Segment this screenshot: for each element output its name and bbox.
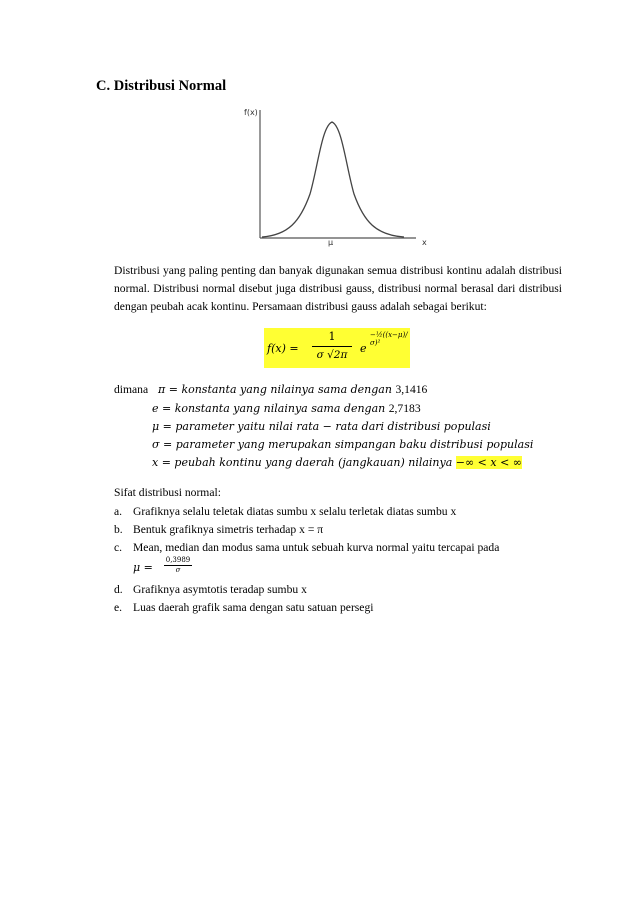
mu-label: μ [328,238,334,247]
definition-mu [152,420,491,433]
property-text: Grafiknya asymtotis teradap sumbu x [133,583,307,596]
properties-title: Sifat distribusi normal: [114,486,221,499]
y-axis-label: f(x) [244,108,258,117]
definition-x [152,456,522,469]
definition-text: σ = parameter yang merupakan simpangan baku distribusi populasi [152,438,534,451]
normal-curve-figure [238,104,438,254]
formula-numerator: 1 [328,330,336,343]
normal-curve-svg [238,104,438,254]
intro-paragraph: Distribusi yang paling penting dan banyak digunakan semua distribusi kontinu adalah distribusi normal. Distribusi normal disebut juga distribusi gauss, distribusi normal berasal dari distribusi dengan peubah acak kontinu. Persamaan distribusi gauss adalah sebagai berikut: [114,264,562,313]
formula-fraction [312,330,352,361]
property-c-denominator: σ [175,566,181,574]
property-letter: e. [114,601,123,614]
property-text: Mean, median dan modus sama untuk sebuah kurva normal yaitu tercapai pada [133,541,500,554]
definition-sigma [152,438,533,451]
where-label: dimana [114,383,149,396]
bell-curve [262,122,404,237]
definition-text: x = peubah kontinu yang daerah (jangkauan) nilainya [152,456,456,469]
definition-value: 3,1416 [395,383,428,396]
property-c [114,541,562,581]
property-letter: b. [114,523,123,536]
property-letter: c. [114,541,123,554]
definition-highlight: −∞ < x < ∞ [455,456,522,469]
definition-text: π = konstanta yang nilainya sama dengan [158,383,396,396]
property-c-numerator: 0,3989 [165,556,191,564]
definition-e [152,402,421,415]
definition-pi [158,383,427,396]
section-heading: C. Distribusi Normal [96,78,227,94]
property-letter: d. [114,583,123,596]
property-letter: a. [114,505,123,518]
x-axis-label: x [422,238,427,247]
fraction-bar [312,346,352,347]
gauss-formula [264,328,410,368]
property-text: Luas daerah grafik sama dengan satu satuan persegi [133,601,374,614]
definition-text: μ = parameter yaitu nilai rata − rata dari distribusi populasi [152,420,491,433]
property-text: Grafiknya selalu teletak diatas sumbu x selalu terletak diatas sumbu x [133,505,457,518]
property-text: Bentuk grafiknya simetris terhadap x = π [133,523,324,536]
property-c-formula-fraction [164,556,192,574]
formula-base: e [360,342,367,355]
formula-lhs: f(x) = [267,342,299,355]
formula-denominator: σ √2π [316,349,348,361]
property-c-formula-lhs: μ = [133,561,153,574]
formula-exponent: −½((x−μ)/σ)² [370,331,408,347]
definition-text: e = konstanta yang nilainya sama dengan [152,402,389,415]
definition-value: 2,7183 [388,402,421,415]
